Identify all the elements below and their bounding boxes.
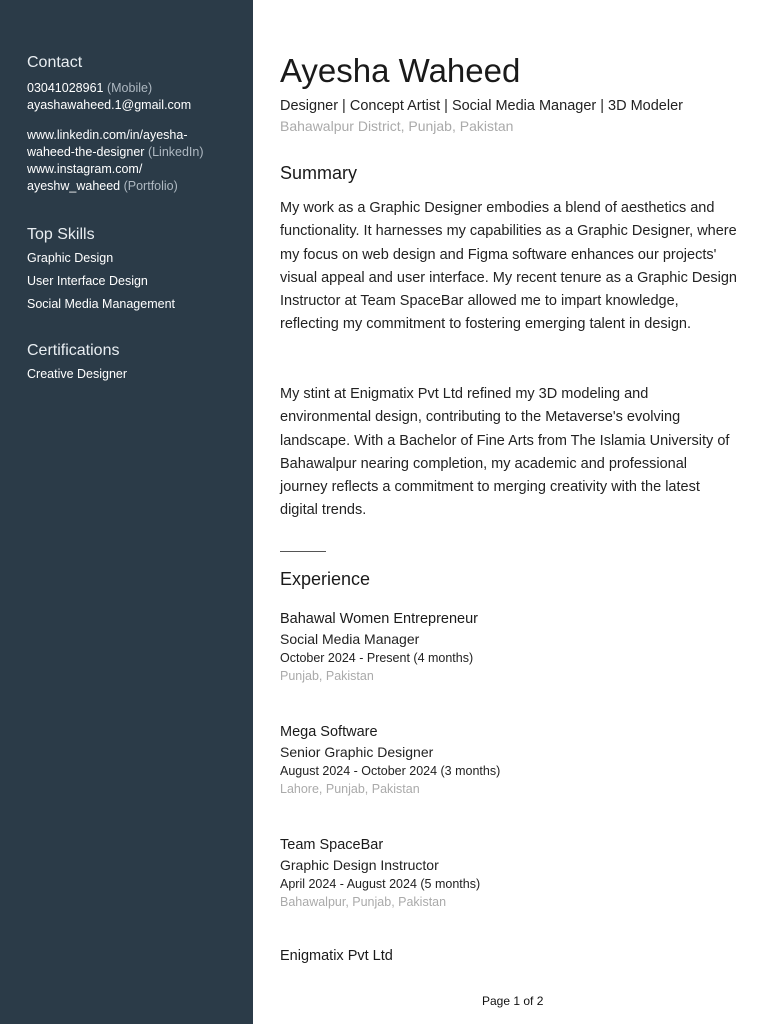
job-location: Punjab, Pakistan — [280, 669, 374, 683]
skill-item: Graphic Design — [27, 251, 114, 265]
certifications-section — [27, 342, 243, 386]
contact-heading: Contact — [27, 54, 83, 71]
certifications-heading: Certifications — [27, 342, 120, 359]
person-name: Ayesha Waheed — [280, 52, 521, 89]
job-title: Graphic Design Instructor — [280, 857, 439, 873]
phone-number[interactable]: 03041028961 — [27, 81, 104, 95]
contact-section — [27, 54, 243, 195]
summary-paragraph: My stint at Enigmatix Pvt Ltd refined my 3D modeling and environmental design, contributing to the Metaverse's evolving landscape. With a Bachelor of Fine Arts from The Islamia University of Bahawalpur nearing completion, my academic and professional journey reflects a commitment to merging creativity with the latest digital trends. — [280, 386, 730, 519]
skill-item: User Interface Design — [27, 274, 148, 288]
linkedin-link[interactable]: waheed-the-designer — [27, 145, 145, 159]
job-dates: April 2024 - August 2024 (5 months) — [280, 877, 481, 891]
location: Bahawalpur District, Punjab, Pakistan — [280, 118, 514, 134]
headline: Designer | Concept Artist | Social Media Manager | 3D Modeler — [280, 98, 683, 114]
certification-item: Creative Designer — [27, 367, 128, 381]
portfolio-line-1[interactable]: www.instagram.com/ — [27, 162, 143, 176]
job-dates: October 2024 - Present (4 months) — [280, 651, 474, 665]
email-link[interactable]: ayashawaheed.1@gmail.com — [27, 98, 192, 112]
company-name: Team SpaceBar — [280, 837, 384, 853]
skills-section — [27, 226, 243, 316]
job-location: Bahawalpur, Punjab, Pakistan — [280, 895, 447, 909]
portfolio-link[interactable]: ayeshw_waheed — [27, 179, 121, 193]
skill-item: Social Media Management — [27, 297, 175, 311]
experience-entry — [280, 835, 740, 911]
job-location: Lahore, Punjab, Pakistan — [280, 782, 420, 796]
company-name: Enigmatix Pvt Ltd — [280, 948, 393, 964]
sidebar — [0, 0, 253, 1024]
company-name: Bahawal Women Entrepreneur — [280, 611, 479, 627]
skills-heading: Top Skills — [27, 226, 95, 243]
phone-label: (Mobile) — [106, 81, 153, 95]
portfolio-line-2 — [27, 178, 243, 195]
job-dates: August 2024 - October 2024 (3 months) — [280, 764, 501, 778]
linkedin-line-1[interactable]: www.linkedin.com/in/ayesha- — [27, 128, 188, 142]
company-name: Mega Software — [280, 724, 378, 740]
section-divider — [280, 551, 326, 552]
page-number: Page 1 of 2 — [482, 994, 544, 1008]
job-title: Social Media Manager — [280, 631, 420, 647]
job-title: Senior Graphic Designer — [280, 744, 434, 760]
summary-heading: Summary — [280, 163, 358, 183]
experience-entry — [280, 946, 740, 966]
portfolio-label: (Portfolio) — [123, 179, 178, 193]
summary-paragraph: My work as a Graphic Designer embodies a blend of aesthetics and functionality. It harnesses my capabilities as a Graphic Designer, where my focus on web design and Figma software enhances our projects' visual appeal and user interface. My recent tenure as a Graphic Design Instructor at Team SpaceBar allowed me to impart knowledge, reflecting my commitment to fostering emerging talent in design. — [280, 200, 737, 333]
experience-entry — [280, 609, 740, 685]
linkedin-label: (LinkedIn) — [147, 145, 204, 159]
experience-entry — [280, 722, 740, 798]
experience-heading: Experience — [280, 569, 371, 589]
phone — [27, 80, 243, 97]
linkedin-line-2 — [27, 144, 243, 161]
